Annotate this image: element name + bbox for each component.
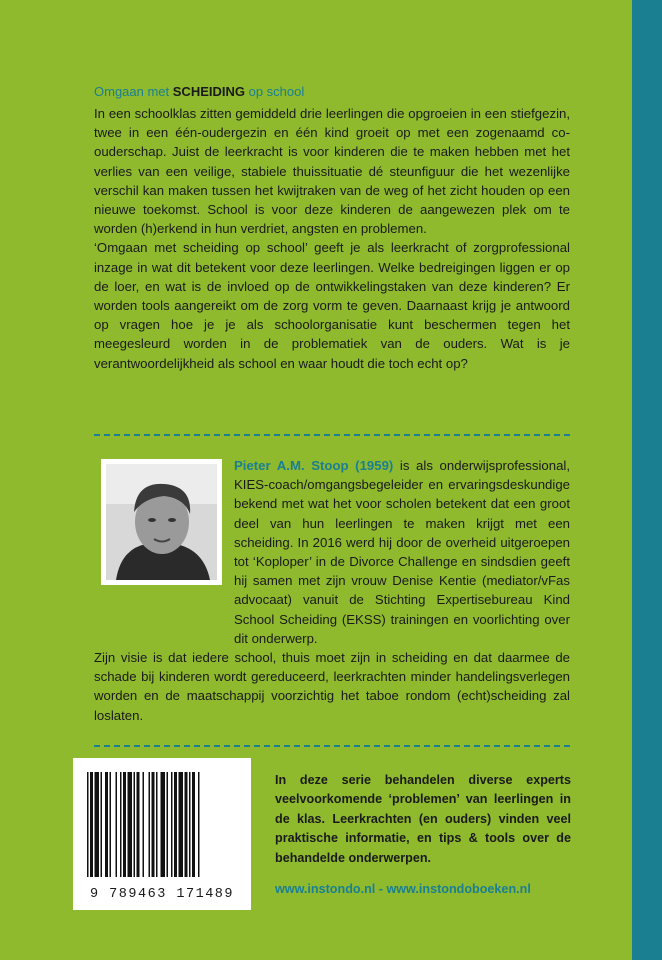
isbn-digits: 9 789463 171489: [89, 887, 235, 902]
website-links[interactable]: www.instondo.nl - www.instondoboeken.nl: [275, 882, 531, 896]
author-name: Pieter A.M. Stoop (1959): [234, 458, 394, 473]
blurb-paragraph: In een schoolklas zitten gemiddeld drie leerlingen die opgroeien in een stiefgezin, twee in een één-oudergezin en één kind groeit op met een zogenaamd co-ouderschap. Juist de leerkracht is voor kinderen die te maken hebben met het verlies van een veilige, stabiele thuissituatie dé steunfiguur die het wezenlijke verschil kan maken tussen het kwijtraken van de weg of het zicht houden op een nieuwe toekomst. School is voor deze kinderen de aangewezen plek om te worden (h)erkend in hun verdriet, angsten en problemen.: [94, 106, 570, 237]
back-cover-title: Omgaan met SCHEIDING op school: [94, 84, 305, 99]
book-spine: [632, 0, 662, 960]
dashed-divider: [94, 434, 570, 436]
blurb: [94, 104, 570, 373]
author-bio-top: [234, 456, 570, 648]
blurb-paragraph: ‘Omgaan met scheiding op school’ geeft je als leerkracht of zorgprofessional inzage in wat dit betekent voor deze leerlingen. Welke bedreigingen liggen er op de loer, en wat is de invloed op de ontwikkelingstaken van deze kinderen? Er worden tools aangereikt om de zorg vorm te geven. Daarnaast krijg je antwoord op vragen hoe je je als schoolorganisatie kunt beschermen tegen het meegesleurd worden in de problematiek van de ouders. Wat is je verantwoordelijkheid als school en waar houdt die toch echt op?: [94, 240, 570, 371]
title-emphasis: SCHEIDING: [172, 84, 245, 99]
author-bio-bottom: Zijn visie is dat iedere school, thuis moet zijn in scheiding en dat daarmee de schade bij kinderen wordt gereduceerd, leerkrachten minder handelingsverlegen worden en de maatschappij voorzichtig het taboe rondom (echt)scheiding zal loslaten.: [94, 650, 570, 723]
author-portrait-image: [106, 464, 217, 580]
author-photo: [101, 459, 222, 585]
dashed-divider: [94, 745, 570, 747]
author-bio-text: is als onderwijsprofessional, KIES-coach/omgangsbegeleider en ervaringsdeskundige bekend met wat het voor scholen betekent dat een groot deel van hun leerlingen te maken krijgt met een scheiding. In 2016 werd hij door de overheid uitgeroepen tot ‘Koploper’ in de Divorce Challenge en sindsdien geeft hij samen met zijn vrouw Denise Kentie (mediator/vFas advocaat) vanuit de Stichting Expertisebureau Kind School Scheiding (EKSS) trainingen en voorlichting over dit onderwerp.: [234, 458, 570, 646]
barcode-bars: [73, 758, 251, 883]
series-description: In deze serie behandelen diverse experts veelvoorkomende ‘problemen’ van leerlingen in de klas. Leerkrachten (en ouders) vinden veel praktische informatie, en tips & tools over de behandelde onderwerpen.: [275, 773, 571, 865]
isbn-barcode: [73, 758, 251, 910]
